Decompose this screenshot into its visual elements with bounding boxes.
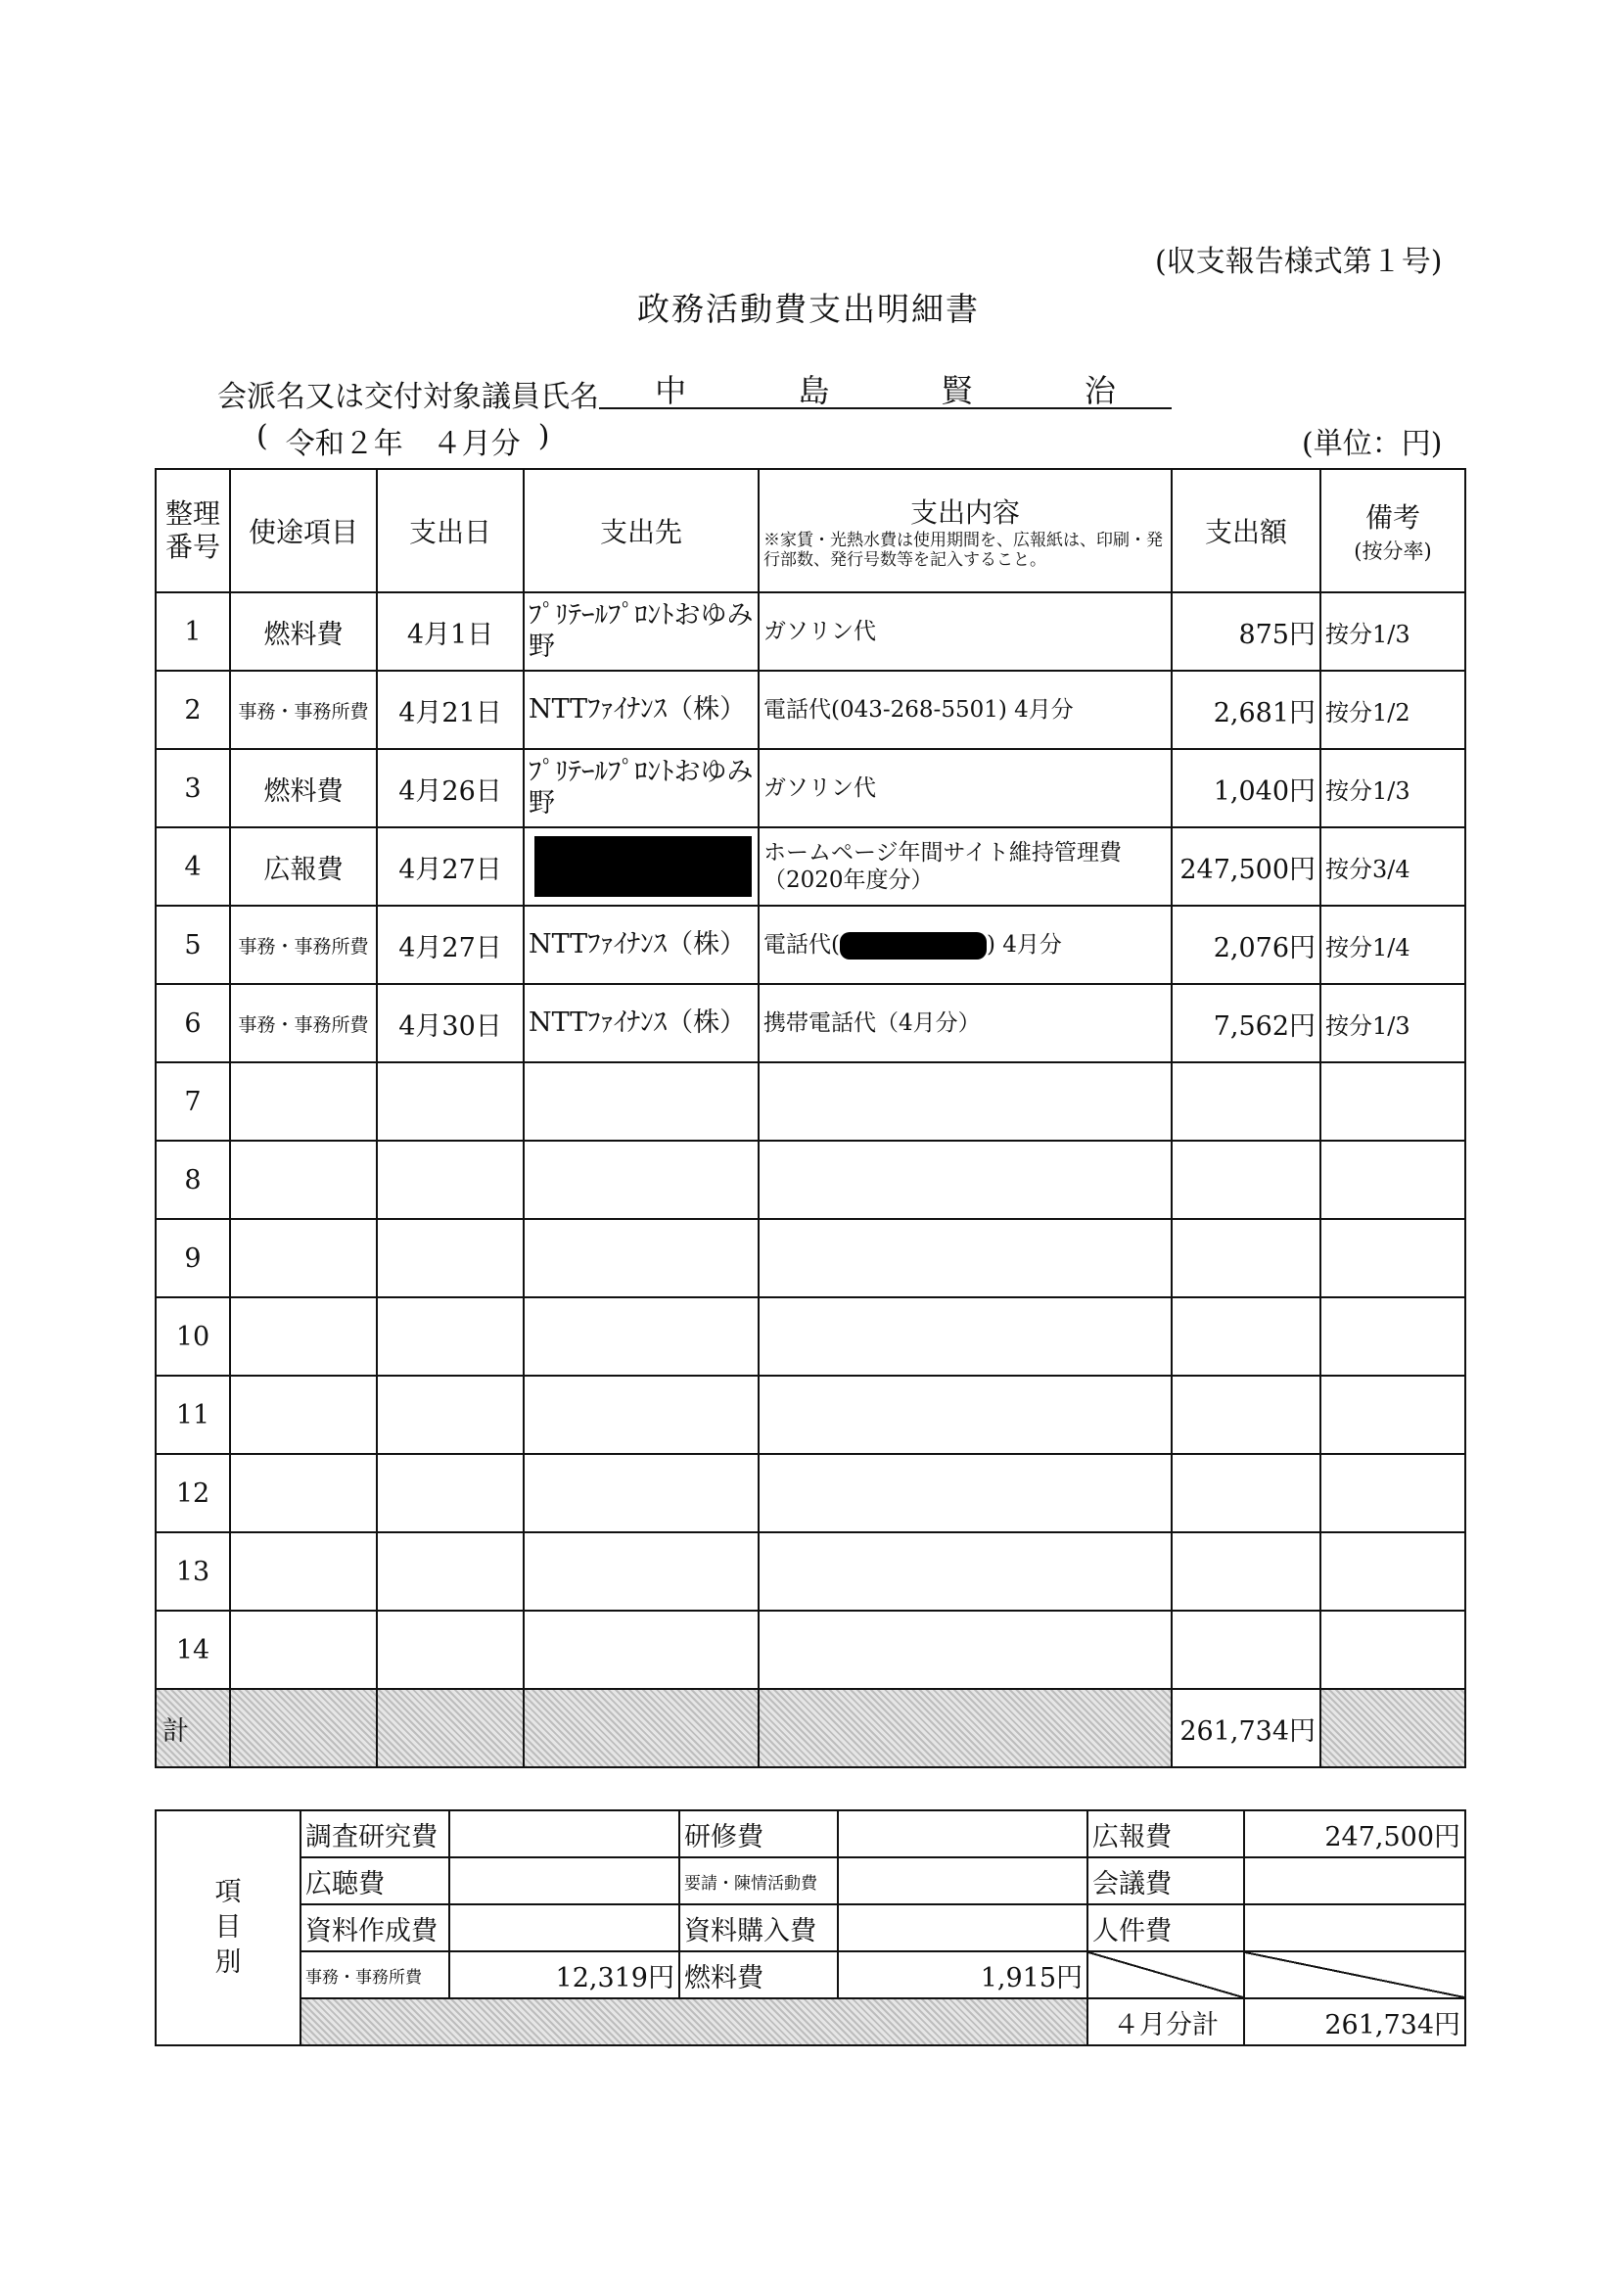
row-amount: 1,040円 (1172, 749, 1320, 827)
summary-row (156, 1951, 1465, 1998)
row-date: 4月1日 (377, 592, 524, 671)
summary-value-fuel: 1,915円 (838, 1951, 1087, 1998)
expense-table (155, 468, 1466, 1768)
table-row (156, 1062, 1465, 1141)
shaded-cell (300, 1998, 1087, 2045)
table-row (156, 984, 1465, 1062)
summary-label-hearing: 広聴費 (300, 1857, 449, 1904)
row-note: 按分3/4 (1320, 827, 1465, 906)
period-open: ( (256, 419, 268, 453)
summary-value-research (449, 1810, 679, 1857)
total-amount: 261,734円 (1172, 1689, 1320, 1767)
row-no: 6 (156, 984, 230, 1062)
summary-value-materials-prep (449, 1904, 679, 1951)
summary-label-training: 研修費 (679, 1810, 838, 1857)
row-detail: ガソリン代 (759, 749, 1172, 827)
header-amount: 支出額 (1172, 469, 1320, 592)
summary-value-meeting (1244, 1857, 1465, 1904)
period (256, 419, 549, 462)
period-close: ) (537, 419, 550, 453)
summary-total-row (156, 1998, 1465, 2045)
summary-value-hearing (449, 1857, 679, 1904)
member-name-char: 治 (1084, 372, 1116, 409)
header-note-title: 備考 (1364, 501, 1420, 534)
summary-value-materials-buy (838, 1904, 1087, 1951)
row-no: 9 (156, 1219, 230, 1297)
row-no: 13 (156, 1532, 230, 1611)
row-category: 燃料費 (230, 592, 377, 671)
header-no: 整理番号 (156, 469, 230, 592)
row-no: 2 (156, 671, 230, 749)
table-row (156, 671, 1465, 749)
row-amount: 2,076円 (1172, 906, 1320, 984)
summary-value-training (838, 1810, 1087, 1857)
row-payee-redacted (524, 827, 759, 906)
shaded-cell (377, 1689, 524, 1767)
summary-value-publicity: 247,500円 (1244, 1810, 1465, 1857)
diagonal-cell (1244, 1951, 1465, 1998)
row-no: 10 (156, 1297, 230, 1376)
row-category: 事務・事務所費 (230, 906, 377, 984)
summary-label-meeting: 会議費 (1087, 1857, 1244, 1904)
table-row (156, 1297, 1465, 1376)
shaded-cell (524, 1689, 759, 1767)
row-date: 4月27日 (377, 906, 524, 984)
table-row (156, 749, 1465, 827)
row-no: 11 (156, 1376, 230, 1454)
member-name-char: 中 (655, 372, 687, 409)
row-detail: ガソリン代 (759, 592, 1172, 671)
row-payee: NTTﾌｧｲﾅﾝｽ（株） (524, 906, 759, 984)
table-row (156, 1141, 1465, 1219)
row-detail: ホームページ年間サイト維持管理費（2020年度分） (759, 827, 1172, 906)
row-amount: 247,500円 (1172, 827, 1320, 906)
row-category: 燃料費 (230, 749, 377, 827)
summary-value-petition (838, 1857, 1087, 1904)
summary-label-publicity: 広報費 (1087, 1810, 1244, 1857)
row-category: 事務・事務所費 (230, 671, 377, 749)
row-no: 3 (156, 749, 230, 827)
redaction-inline (840, 932, 987, 960)
row-detail: 電話代(043-268-5501) 4月分 (759, 671, 1172, 749)
row-detail: 携帯電話代（4月分） (759, 984, 1172, 1062)
header-payee: 支出先 (524, 469, 759, 592)
summary-side-label: 項 目 別 (156, 1810, 300, 2045)
member-name (599, 366, 1172, 409)
summary-value-personnel (1244, 1904, 1465, 1951)
row-payee: NTTﾌｧｲﾅﾝｽ（株） (524, 984, 759, 1062)
summary-row (156, 1810, 1465, 1857)
row-payee: NTTﾌｧｲﾅﾝｽ（株） (524, 671, 759, 749)
row-category: 広報費 (230, 827, 377, 906)
row-note: 按分1/3 (1320, 592, 1465, 671)
header-note-sub: (按分率) (1354, 539, 1432, 563)
table-row (156, 827, 1465, 906)
row-no: 8 (156, 1141, 230, 1219)
summary-label-fuel: 燃料費 (679, 1951, 838, 1998)
row-amount: 2,681円 (1172, 671, 1320, 749)
diagonal-cell (1087, 1951, 1244, 1998)
header-detail (759, 469, 1172, 592)
header-detail-title: 支出内容 (909, 496, 1020, 529)
summary-label-petition: 要請・陳情活動費 (679, 1857, 838, 1904)
table-row (156, 1611, 1465, 1689)
month-total-value: 261,734円 (1244, 1998, 1465, 2045)
row-no: 12 (156, 1454, 230, 1532)
total-row (156, 1689, 1465, 1767)
summary-table (155, 1809, 1466, 2046)
row-no: 1 (156, 592, 230, 671)
header-detail-note: ※家賃・光熱水費は使用期間を、広報紙は、印刷・発行部数、発行号数等を記入すること。 (763, 531, 1163, 570)
row-no: 14 (156, 1611, 230, 1689)
form-number: (収支報告様式第１号) (1155, 245, 1443, 279)
summary-row (156, 1904, 1465, 1951)
month-total-label: ４月分計 (1087, 1998, 1244, 2045)
shaded-cell (230, 1689, 377, 1767)
table-header-row (156, 469, 1465, 592)
table-row (156, 1532, 1465, 1611)
table-row (156, 592, 1465, 671)
summary-label-materials-buy: 資料購入費 (679, 1904, 838, 1951)
row-date: 4月30日 (377, 984, 524, 1062)
row-amount: 875円 (1172, 592, 1320, 671)
row-detail-prefix: 電話代( (763, 931, 840, 958)
row-payee: ﾌﾟﾘﾃｰﾙﾌﾟﾛﾝﾄおゆみ野 (524, 592, 759, 671)
row-category: 事務・事務所費 (230, 984, 377, 1062)
row-date: 4月27日 (377, 827, 524, 906)
period-text: 令和２年 ４月分 (285, 427, 521, 461)
row-no: 5 (156, 906, 230, 984)
row-note: 按分1/4 (1320, 906, 1465, 984)
row-note: 按分1/3 (1320, 984, 1465, 1062)
header-date: 支出日 (377, 469, 524, 592)
summary-label-materials-prep: 資料作成費 (300, 1904, 449, 1951)
summary-row (156, 1857, 1465, 1904)
row-note: 按分1/2 (1320, 671, 1465, 749)
row-date: 4月26日 (377, 749, 524, 827)
row-date: 4月21日 (377, 671, 524, 749)
row-detail-suffix: ) 4月分 (986, 931, 1062, 958)
table-row (156, 1454, 1465, 1532)
shaded-cell (1320, 1689, 1465, 1767)
summary-label-research: 調査研究費 (300, 1810, 449, 1857)
row-amount: 7,562円 (1172, 984, 1320, 1062)
header-note (1320, 469, 1465, 592)
summary-label-office: 事務・事務所費 (300, 1951, 449, 1998)
table-row (156, 1376, 1465, 1454)
summary-label-personnel: 人件費 (1087, 1904, 1244, 1951)
header-category: 使途項目 (230, 469, 377, 592)
row-detail (759, 906, 1172, 984)
row-no: 7 (156, 1062, 230, 1141)
row-note: 按分1/3 (1320, 749, 1465, 827)
table-row (156, 906, 1465, 984)
row-payee: ﾌﾟﾘﾃｰﾙﾌﾟﾛﾝﾄおゆみ野 (524, 749, 759, 827)
table-row (156, 1219, 1465, 1297)
row-no: 4 (156, 827, 230, 906)
unit-label: (単位：円) (1302, 427, 1443, 461)
member-label: 会派名又は交付対象議員氏名 (217, 380, 599, 414)
member-name-char: 島 (798, 372, 830, 409)
redaction-block (534, 836, 752, 897)
member-name-char: 賢 (941, 372, 973, 409)
document-title: 政務活動費支出明細書 (637, 290, 980, 328)
shaded-cell (759, 1689, 1172, 1767)
summary-value-office: 12,319円 (449, 1951, 679, 1998)
total-label: 計 (156, 1689, 230, 1767)
